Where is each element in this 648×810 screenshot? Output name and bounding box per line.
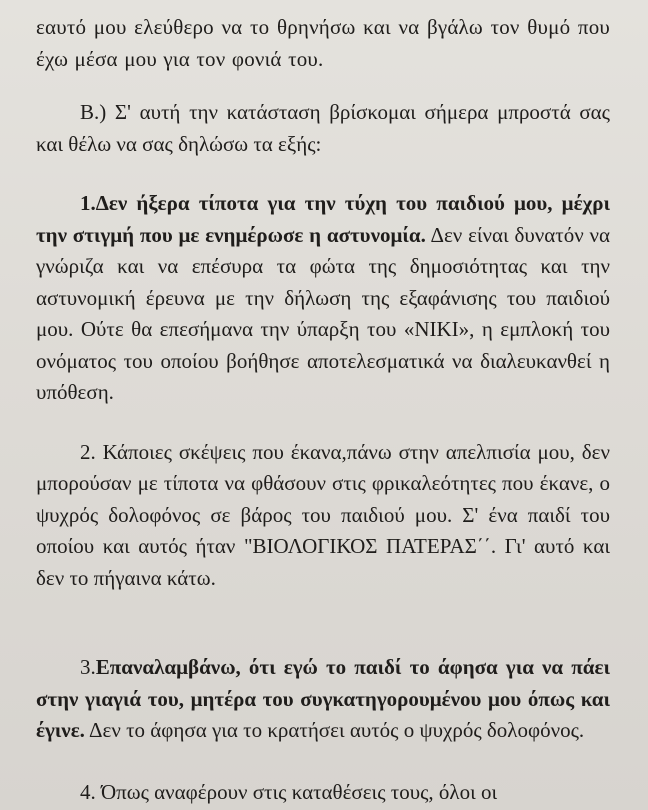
item-1-bold-text: Δεν ήξερα τίποτα για την τύχη του παιδιού μου, μέχρι την στιγμή που με ενημέρωσε η αστυνομία. <box>36 191 610 247</box>
item-3-paragraph <box>36 652 610 747</box>
item-1-number: 1. <box>80 191 96 215</box>
item-2-paragraph: 2. Κάποιες σκέψεις που έκανα,πάνω στην απελπισία μου, δεν μπορούσαν με τίποτα να φθάσουν στις φρικαλεότητες που έκανε, ο ψυχρός δολοφόνος σε βάρος του παιδιού μου. Σ' ένα παιδί του οποίου και αυτός ήταν "ΒΙΟΛΟΓΙΚΟΣ ΠΑΤΕΡΑΣ΄΄. Γι' αυτό και δεν το πήγαινα κάτω. <box>36 439 610 590</box>
item-3-bold-text: Επαναλαμβάνω, ότι εγώ το παιδί το άφησα για να πάει στην γιαγιά του, μητέρα του συγκατηγορουμένου μου όπως και έγινε. <box>36 655 610 742</box>
section-b-paragraph: Β.) Σ' αυτή την κατάσταση βρίσκομαι σήμερα μπροστά σας και θέλω να σας δηλώσω τα εξής: <box>36 100 610 156</box>
continuation-paragraph: εαυτό μου ελεύθερο να το θρηνήσω και να βγάλω τον θυμό που έχω μέσα μου για τον φονιά του. <box>36 15 610 71</box>
item-3-number: 3. <box>80 655 96 679</box>
item-1-paragraph <box>36 188 610 409</box>
item-4-paragraph: 4. Όπως αναφέρουν στις καταθέσεις τους, όλοι οι <box>80 779 498 804</box>
item-3-text: Δεν το άφησα για το κρατήσει αυτός ο ψυχρός δολοφόνος. <box>84 718 585 742</box>
item-1-text: Δεν είναι δυνατόν να γνώριζα και να επέσυρα τα φώτα της δημοσιότητας και την αστυνομική έρευνα με την δήλωση της εξαφάνισης του παιδιού μου. Ούτε θα επεσήμανα την ύπαρξη του «ΝΙΚΙ», η εμπλοκή του ονόματος του οποίου βοήθησε αποτελεσματικά να διαλευκανθεί η υπόθεση. <box>36 222 611 404</box>
